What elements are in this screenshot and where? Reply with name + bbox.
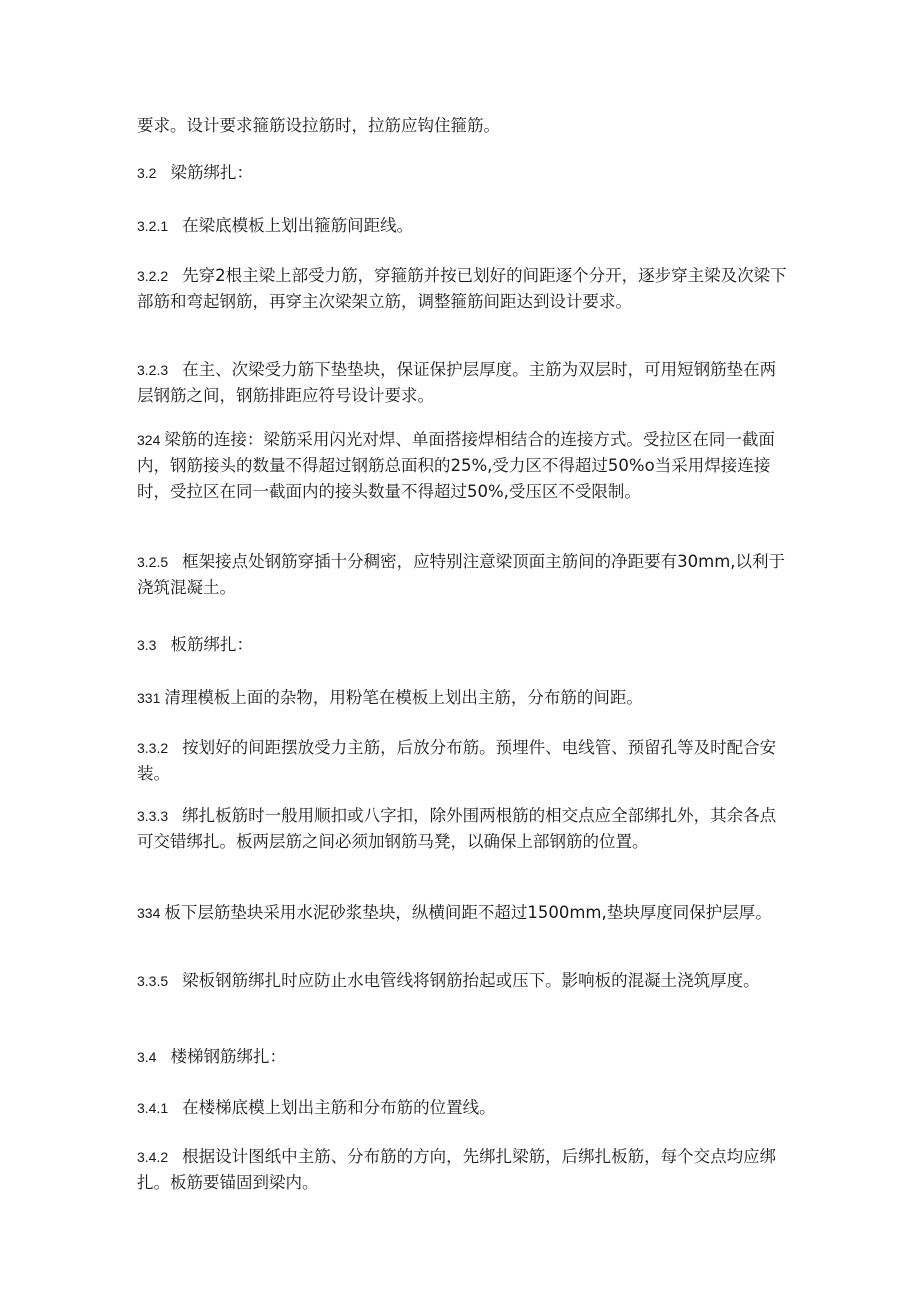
paragraph-number: 331 xyxy=(137,690,161,706)
paragraph-number: 3.4.2 xyxy=(137,1149,169,1165)
paragraph-number: 3.2.1 xyxy=(137,218,169,234)
paragraph-number: 324 xyxy=(137,432,161,448)
section-heading-3-3 xyxy=(137,632,787,658)
paragraph-3-4-2 xyxy=(137,1144,787,1196)
paragraph-3-3-4 xyxy=(137,900,787,926)
paragraph-continuation xyxy=(137,113,787,139)
paragraph-number: 3.2.3 xyxy=(137,362,169,378)
section-title: 楼梯钢筋绑扎： xyxy=(170,1047,286,1066)
paragraph-3-2-3 xyxy=(137,357,787,409)
paragraph-3-3-2 xyxy=(137,735,787,787)
paragraph-text: 梁筋的连接：梁筋采用闪光对焊、单面搭接焊相结合的连接方式。受拉区在同一截面内，钢筋接头的数量不得超过钢筋总面积的25%,受力区不得超过50%o当采用焊接连接时，受拉区在同一截面内的接头数量不得超过50%,受压区不受限制。 xyxy=(137,430,775,501)
paragraph-text: 板下层筋垫块采用水泥砂浆垫块，纵横间距不超过1500mm,垫块厚度同保护层厚。 xyxy=(164,903,772,922)
section-title: 板筋绑扎： xyxy=(170,635,253,654)
paragraph-number: 3.2.2 xyxy=(137,268,169,284)
paragraph-3-2-4 xyxy=(137,427,787,505)
paragraph-number: 3.3.5 xyxy=(137,973,169,989)
paragraph-number: 3.3.3 xyxy=(137,808,169,824)
paragraph-text: 在梁底模板上划出箍筋间距线。 xyxy=(182,216,414,235)
paragraph-number: 334 xyxy=(137,905,161,921)
section-number: 3.2 xyxy=(137,165,157,181)
paragraph-number: 3.4.1 xyxy=(137,1100,169,1116)
paragraph-text: 绑扎板筋时一般用顺扣或八字扣，除外围两根筋的相交点应全部绑扎外，其余各点可交错绑扎。板两层筋之间必须加钢筋马凳，以确保上部钢筋的位置。 xyxy=(137,806,777,851)
paragraph-text: 梁板钢筋绑扎时应防止水电管线将钢筋抬起或压下。影响板的混凝土浇筑厚度。 xyxy=(182,971,760,990)
paragraph-3-2-5 xyxy=(137,549,787,601)
section-number: 3.4 xyxy=(137,1049,157,1065)
paragraph-text: 清理模板上面的杂物，用粉笔在模板上划出主筋，分布筋的间距。 xyxy=(164,688,643,707)
section-heading-3-2 xyxy=(137,160,787,186)
section-number: 3.3 xyxy=(137,637,157,653)
paragraph-text: 按划好的间距摆放受力主筋，后放分布筋。预埋件、电线管、预留孔等及时配合安装。 xyxy=(137,738,777,783)
paragraph-3-3-3 xyxy=(137,803,787,855)
paragraph-number: 3.2.5 xyxy=(137,554,169,570)
paragraph-3-3-5 xyxy=(137,968,787,994)
paragraph-text: 在主、次梁受力筋下垫垫块，保证保护层厚度。主筋为双层时，可用短钢筋垫在两层钢筋之间，钢筋排距应符号设计要求。 xyxy=(137,360,777,405)
paragraph-text: 先穿2根主梁上部受力筋，穿箍筋并按已划好的间距逐个分开，逐步穿主梁及次梁下部筋和弯起钢筋，再穿主次梁架立筋，调整箍筋间距达到设计要求。 xyxy=(137,266,787,311)
paragraph-text: 框架接点处钢筋穿插十分稠密，应特别注意梁顶面主筋间的净距要有30mm,以利于浇筑混凝土。 xyxy=(137,552,786,597)
paragraph-3-2-2 xyxy=(137,263,787,315)
paragraph-3-4-1 xyxy=(137,1095,787,1121)
paragraph-text: 根据设计图纸中主筋、分布筋的方向，先绑扎梁筋，后绑扎板筋，每个交点均应绑扎。板筋要锚固到梁内。 xyxy=(137,1147,777,1192)
paragraph-number: 3.3.2 xyxy=(137,740,169,756)
paragraph-3-3-1 xyxy=(137,685,787,711)
paragraph-3-2-1 xyxy=(137,213,787,239)
section-title: 梁筋绑扎： xyxy=(170,163,253,182)
paragraph-text: 在楼梯底模上划出主筋和分布筋的位置线。 xyxy=(182,1098,496,1117)
section-heading-3-4 xyxy=(137,1044,787,1070)
paragraph-text: 要求。设计要求箍筋设拉筋时，拉筋应钩住箍筋。 xyxy=(137,116,500,135)
